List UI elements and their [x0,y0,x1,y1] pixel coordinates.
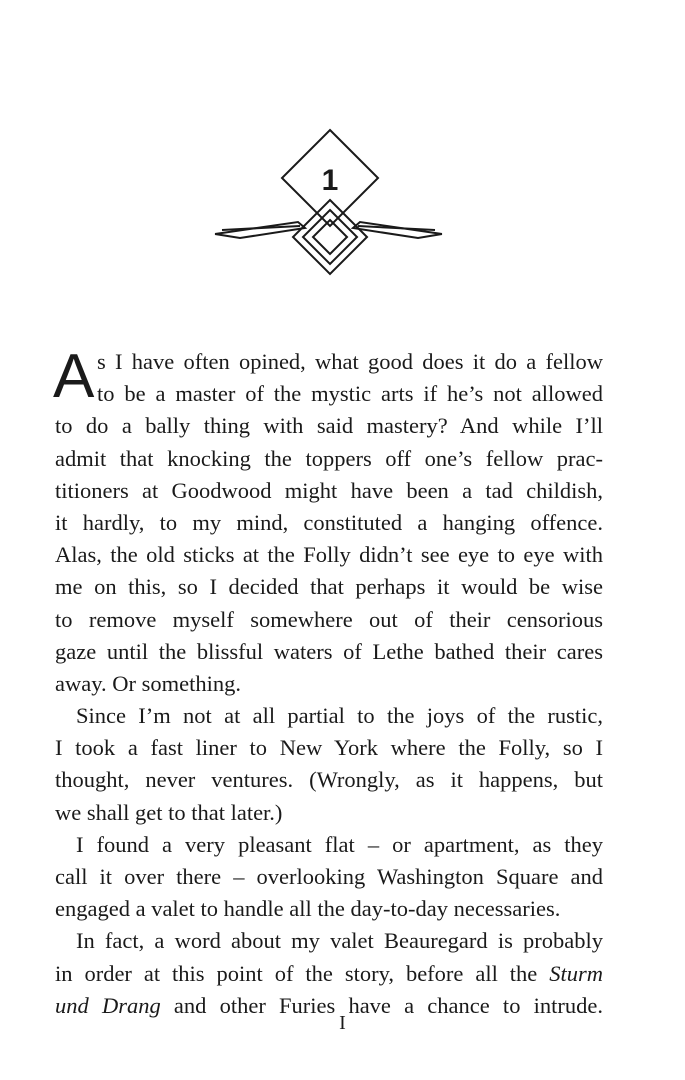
text-line: me on this, so I decided that perhaps it would be wise [55,574,603,600]
text-line: Since I’m not at all partial to the joys of the rustic, [76,703,603,729]
text-line: we shall get to that later.) [55,799,283,825]
text-line: Alas, the old sticks at the Folly didn’t see eye to eye with [55,542,603,568]
body-text [53,342,603,1022]
text-line: it hardly, to my mind, constituted a hanging offence. [55,509,603,535]
text-line: in order at this point of the story, before all the Sturm [55,960,603,986]
text-line: to remove myself somewhere out of their censorious [55,606,603,632]
text-line: In fact, a word about my valet Beauregard is probably [76,928,603,954]
text-line: und Drang and other Furies have a chance to intrude. [55,992,603,1018]
text-line: engaged a valet to handle all the day-to-day necessaries. [55,896,561,922]
chapter-number: 1 [321,164,339,197]
text-line: gaze until the blissful waters of Lethe bathed their cares [55,638,603,664]
chapter-ornament [0,0,685,300]
page-number: I [339,1012,346,1034]
text-line: admit that knocking the toppers off one’s fellow prac- [55,445,603,471]
text-line: I found a very pleasant flat – or apartment, as they [76,831,603,857]
drop-cap: A [53,342,95,411]
text-line: call it over there – overlooking Washington Square and [55,864,603,889]
text-line: to be a master of the mystic arts if he’s not allowed [97,381,603,407]
text-line: I took a fast liner to New York where the Folly, so I [55,735,603,761]
text-line: s I have often opined, what good does it do a fellow [97,349,603,374]
text-line: titioners at Goodwood might have been a tad childish, [55,477,603,503]
text-line: away. Or something. [55,670,241,696]
text-line: thought, never ventures. (Wrongly, as it happens, but [55,767,603,793]
text-line: to do a bally thing with said mastery? And while I’ll [55,413,603,439]
